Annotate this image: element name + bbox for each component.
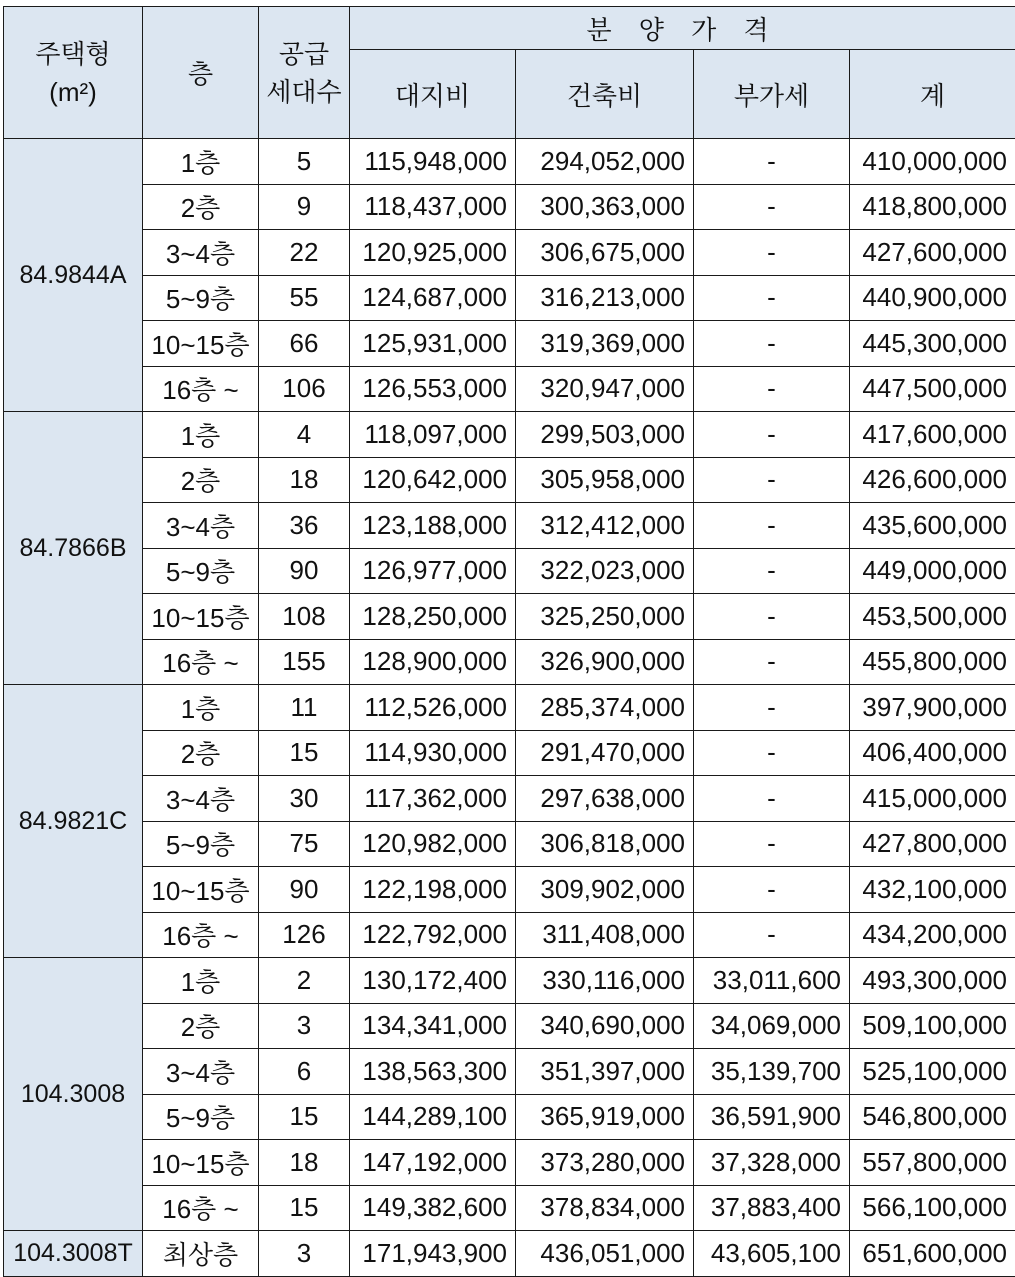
header-price-group: 분 양 가 격 bbox=[350, 7, 1015, 50]
building-cost-cell: 320,947,000 bbox=[516, 366, 694, 412]
supply-units-cell: 90 bbox=[259, 548, 350, 594]
building-cost-cell: 312,412,000 bbox=[516, 503, 694, 549]
vat-cell: - bbox=[694, 503, 850, 549]
building-cost-cell: 340,690,000 bbox=[516, 1003, 694, 1049]
floor-cell: 1층 bbox=[143, 958, 259, 1004]
table-row bbox=[4, 776, 1015, 822]
table-row bbox=[4, 821, 1015, 867]
supply-units-cell: 106 bbox=[259, 366, 350, 412]
total-price-cell: 432,100,000 bbox=[850, 867, 1015, 913]
supply-units-cell: 4 bbox=[259, 412, 350, 458]
floor-cell: 16층 ~ bbox=[143, 912, 259, 958]
building-cost-cell: 309,902,000 bbox=[516, 867, 694, 913]
total-price-cell: 651,600,000 bbox=[850, 1231, 1015, 1277]
total-price-cell: 493,300,000 bbox=[850, 958, 1015, 1004]
table-row bbox=[4, 366, 1015, 412]
total-price-cell: 435,600,000 bbox=[850, 503, 1015, 549]
land-cost-cell: 122,792,000 bbox=[350, 912, 516, 958]
building-cost-cell: 299,503,000 bbox=[516, 412, 694, 458]
building-cost-cell: 291,470,000 bbox=[516, 730, 694, 776]
building-cost-cell: 300,363,000 bbox=[516, 184, 694, 230]
table-row bbox=[4, 321, 1015, 367]
house-type-cell: 104.3008 bbox=[4, 958, 143, 1231]
land-cost-cell: 122,198,000 bbox=[350, 867, 516, 913]
vat-cell: - bbox=[694, 776, 850, 822]
floor-cell: 5~9층 bbox=[143, 548, 259, 594]
header-supply-line1: 공급 bbox=[259, 35, 349, 73]
land-cost-cell: 134,341,000 bbox=[350, 1003, 516, 1049]
land-cost-cell: 128,250,000 bbox=[350, 594, 516, 640]
building-cost-cell: 319,369,000 bbox=[516, 321, 694, 367]
floor-cell: 10~15층 bbox=[143, 321, 259, 367]
header-vat: 부가세 bbox=[694, 50, 850, 139]
building-cost-cell: 378,834,000 bbox=[516, 1185, 694, 1231]
header-floor: 층 bbox=[143, 7, 259, 139]
total-price-cell: 525,100,000 bbox=[850, 1049, 1015, 1095]
house-type-cell: 84.9821C bbox=[4, 685, 143, 958]
house-type-cell: 84.9844A bbox=[4, 139, 143, 412]
land-cost-cell: 149,382,600 bbox=[350, 1185, 516, 1231]
table-row bbox=[4, 1185, 1015, 1231]
total-price-cell: 415,000,000 bbox=[850, 776, 1015, 822]
house-type-cell: 104.3008T bbox=[4, 1231, 143, 1277]
supply-units-cell: 2 bbox=[259, 958, 350, 1004]
total-price-cell: 397,900,000 bbox=[850, 685, 1015, 731]
vat-cell: - bbox=[694, 184, 850, 230]
building-cost-cell: 306,675,000 bbox=[516, 230, 694, 276]
total-price-cell: 434,200,000 bbox=[850, 912, 1015, 958]
floor-cell: 1층 bbox=[143, 685, 259, 731]
total-price-cell: 426,600,000 bbox=[850, 457, 1015, 503]
supply-units-cell: 6 bbox=[259, 1049, 350, 1095]
building-cost-cell: 373,280,000 bbox=[516, 1140, 694, 1186]
table-row bbox=[4, 594, 1015, 640]
supply-units-cell: 3 bbox=[259, 1231, 350, 1277]
supply-units-cell: 155 bbox=[259, 639, 350, 685]
supply-units-cell: 75 bbox=[259, 821, 350, 867]
vat-cell: - bbox=[694, 366, 850, 412]
total-price-cell: 447,500,000 bbox=[850, 366, 1015, 412]
land-cost-cell: 120,925,000 bbox=[350, 230, 516, 276]
vat-cell: - bbox=[694, 685, 850, 731]
supply-units-cell: 30 bbox=[259, 776, 350, 822]
building-cost-cell: 322,023,000 bbox=[516, 548, 694, 594]
table-row bbox=[4, 230, 1015, 276]
vat-cell: 33,011,600 bbox=[694, 958, 850, 1004]
floor-cell: 5~9층 bbox=[143, 1094, 259, 1140]
land-cost-cell: 126,553,000 bbox=[350, 366, 516, 412]
header-land-cost: 대지비 bbox=[350, 50, 516, 139]
vat-cell: 43,605,100 bbox=[694, 1231, 850, 1277]
supply-units-cell: 5 bbox=[259, 139, 350, 185]
land-cost-cell: 130,172,400 bbox=[350, 958, 516, 1004]
table-row bbox=[4, 912, 1015, 958]
table-row bbox=[4, 1140, 1015, 1186]
floor-cell: 5~9층 bbox=[143, 821, 259, 867]
total-price-cell: 449,000,000 bbox=[850, 548, 1015, 594]
price-table-body bbox=[4, 139, 1015, 1277]
supply-units-cell: 126 bbox=[259, 912, 350, 958]
vat-cell: - bbox=[694, 730, 850, 776]
house-type-cell: 84.7866B bbox=[4, 412, 143, 685]
building-cost-cell: 294,052,000 bbox=[516, 139, 694, 185]
land-cost-cell: 138,563,300 bbox=[350, 1049, 516, 1095]
floor-cell: 3~4층 bbox=[143, 230, 259, 276]
total-price-cell: 546,800,000 bbox=[850, 1094, 1015, 1140]
floor-cell: 1층 bbox=[143, 139, 259, 185]
header-supply-line2: 세대수 bbox=[259, 73, 349, 111]
floor-cell: 2층 bbox=[143, 730, 259, 776]
land-cost-cell: 118,437,000 bbox=[350, 184, 516, 230]
supply-units-cell: 108 bbox=[259, 594, 350, 640]
building-cost-cell: 326,900,000 bbox=[516, 639, 694, 685]
floor-cell: 최상층 bbox=[143, 1231, 259, 1277]
floor-cell: 2층 bbox=[143, 457, 259, 503]
table-row bbox=[4, 1094, 1015, 1140]
supply-units-cell: 22 bbox=[259, 230, 350, 276]
vat-cell: - bbox=[694, 457, 850, 503]
supply-units-cell: 11 bbox=[259, 685, 350, 731]
vat-cell: - bbox=[694, 594, 850, 640]
total-price-cell: 410,000,000 bbox=[850, 139, 1015, 185]
table-row bbox=[4, 275, 1015, 321]
table-row bbox=[4, 685, 1015, 731]
land-cost-cell: 123,188,000 bbox=[350, 503, 516, 549]
floor-cell: 16층 ~ bbox=[143, 366, 259, 412]
header-supply-units bbox=[259, 7, 350, 139]
table-row bbox=[4, 1231, 1015, 1277]
table-row bbox=[4, 1049, 1015, 1095]
land-cost-cell: 120,982,000 bbox=[350, 821, 516, 867]
supply-units-cell: 36 bbox=[259, 503, 350, 549]
table-row bbox=[4, 548, 1015, 594]
total-price-cell: 455,800,000 bbox=[850, 639, 1015, 685]
total-price-cell: 445,300,000 bbox=[850, 321, 1015, 367]
land-cost-cell: 120,642,000 bbox=[350, 457, 516, 503]
supply-units-cell: 66 bbox=[259, 321, 350, 367]
building-cost-cell: 316,213,000 bbox=[516, 275, 694, 321]
header-house-type bbox=[4, 7, 143, 139]
total-price-cell: 406,400,000 bbox=[850, 730, 1015, 776]
header-building-cost: 건축비 bbox=[516, 50, 694, 139]
land-cost-cell: 115,948,000 bbox=[350, 139, 516, 185]
land-cost-cell: 112,526,000 bbox=[350, 685, 516, 731]
vat-cell: - bbox=[694, 321, 850, 367]
table-row bbox=[4, 958, 1015, 1004]
vat-cell: 37,328,000 bbox=[694, 1140, 850, 1186]
total-price-cell: 566,100,000 bbox=[850, 1185, 1015, 1231]
land-cost-cell: 114,930,000 bbox=[350, 730, 516, 776]
floor-cell: 3~4층 bbox=[143, 503, 259, 549]
total-price-cell: 440,900,000 bbox=[850, 275, 1015, 321]
land-cost-cell: 147,192,000 bbox=[350, 1140, 516, 1186]
vat-cell: - bbox=[694, 139, 850, 185]
vat-cell: - bbox=[694, 639, 850, 685]
vat-cell: 34,069,000 bbox=[694, 1003, 850, 1049]
building-cost-cell: 351,397,000 bbox=[516, 1049, 694, 1095]
land-cost-cell: 171,943,900 bbox=[350, 1231, 516, 1277]
building-cost-cell: 311,408,000 bbox=[516, 912, 694, 958]
vat-cell: 35,139,700 bbox=[694, 1049, 850, 1095]
total-price-cell: 418,800,000 bbox=[850, 184, 1015, 230]
floor-cell: 16층 ~ bbox=[143, 1185, 259, 1231]
building-cost-cell: 365,919,000 bbox=[516, 1094, 694, 1140]
table-row bbox=[4, 639, 1015, 685]
vat-cell: - bbox=[694, 230, 850, 276]
supply-units-cell: 9 bbox=[259, 184, 350, 230]
supply-units-cell: 3 bbox=[259, 1003, 350, 1049]
supply-units-cell: 18 bbox=[259, 1140, 350, 1186]
header-house-type-unit: (m²) bbox=[4, 73, 142, 111]
building-cost-cell: 436,051,000 bbox=[516, 1231, 694, 1277]
land-cost-cell: 118,097,000 bbox=[350, 412, 516, 458]
total-price-cell: 427,800,000 bbox=[850, 821, 1015, 867]
floor-cell: 3~4층 bbox=[143, 776, 259, 822]
supply-units-cell: 15 bbox=[259, 730, 350, 776]
vat-cell: 36,591,900 bbox=[694, 1094, 850, 1140]
floor-cell: 10~15층 bbox=[143, 594, 259, 640]
price-table bbox=[3, 6, 1015, 1277]
floor-cell: 5~9층 bbox=[143, 275, 259, 321]
land-cost-cell: 117,362,000 bbox=[350, 776, 516, 822]
supply-units-cell: 15 bbox=[259, 1094, 350, 1140]
land-cost-cell: 125,931,000 bbox=[350, 321, 516, 367]
vat-cell: - bbox=[694, 867, 850, 913]
table-row bbox=[4, 412, 1015, 458]
vat-cell: - bbox=[694, 412, 850, 458]
supply-units-cell: 55 bbox=[259, 275, 350, 321]
floor-cell: 10~15층 bbox=[143, 867, 259, 913]
table-row bbox=[4, 1003, 1015, 1049]
land-cost-cell: 144,289,100 bbox=[350, 1094, 516, 1140]
vat-cell: - bbox=[694, 821, 850, 867]
floor-cell: 1층 bbox=[143, 412, 259, 458]
land-cost-cell: 126,977,000 bbox=[350, 548, 516, 594]
floor-cell: 2층 bbox=[143, 1003, 259, 1049]
land-cost-cell: 124,687,000 bbox=[350, 275, 516, 321]
vat-cell: - bbox=[694, 912, 850, 958]
table-row bbox=[4, 457, 1015, 503]
table-row bbox=[4, 139, 1015, 185]
table-row bbox=[4, 730, 1015, 776]
building-cost-cell: 297,638,000 bbox=[516, 776, 694, 822]
floor-cell: 10~15층 bbox=[143, 1140, 259, 1186]
land-cost-cell: 128,900,000 bbox=[350, 639, 516, 685]
table-row bbox=[4, 503, 1015, 549]
building-cost-cell: 306,818,000 bbox=[516, 821, 694, 867]
floor-cell: 3~4층 bbox=[143, 1049, 259, 1095]
header-house-type-label: 주택형 bbox=[4, 35, 142, 73]
vat-cell: - bbox=[694, 548, 850, 594]
total-price-cell: 509,100,000 bbox=[850, 1003, 1015, 1049]
building-cost-cell: 325,250,000 bbox=[516, 594, 694, 640]
building-cost-cell: 330,116,000 bbox=[516, 958, 694, 1004]
table-row bbox=[4, 867, 1015, 913]
floor-cell: 16층 ~ bbox=[143, 639, 259, 685]
vat-cell: - bbox=[694, 275, 850, 321]
building-cost-cell: 285,374,000 bbox=[516, 685, 694, 731]
total-price-cell: 417,600,000 bbox=[850, 412, 1015, 458]
supply-units-cell: 18 bbox=[259, 457, 350, 503]
vat-cell: 37,883,400 bbox=[694, 1185, 850, 1231]
supply-units-cell: 15 bbox=[259, 1185, 350, 1231]
total-price-cell: 557,800,000 bbox=[850, 1140, 1015, 1186]
total-price-cell: 453,500,000 bbox=[850, 594, 1015, 640]
table-row bbox=[4, 184, 1015, 230]
floor-cell: 2층 bbox=[143, 184, 259, 230]
supply-units-cell: 90 bbox=[259, 867, 350, 913]
total-price-cell: 427,600,000 bbox=[850, 230, 1015, 276]
building-cost-cell: 305,958,000 bbox=[516, 457, 694, 503]
header-total: 계 bbox=[850, 50, 1015, 139]
